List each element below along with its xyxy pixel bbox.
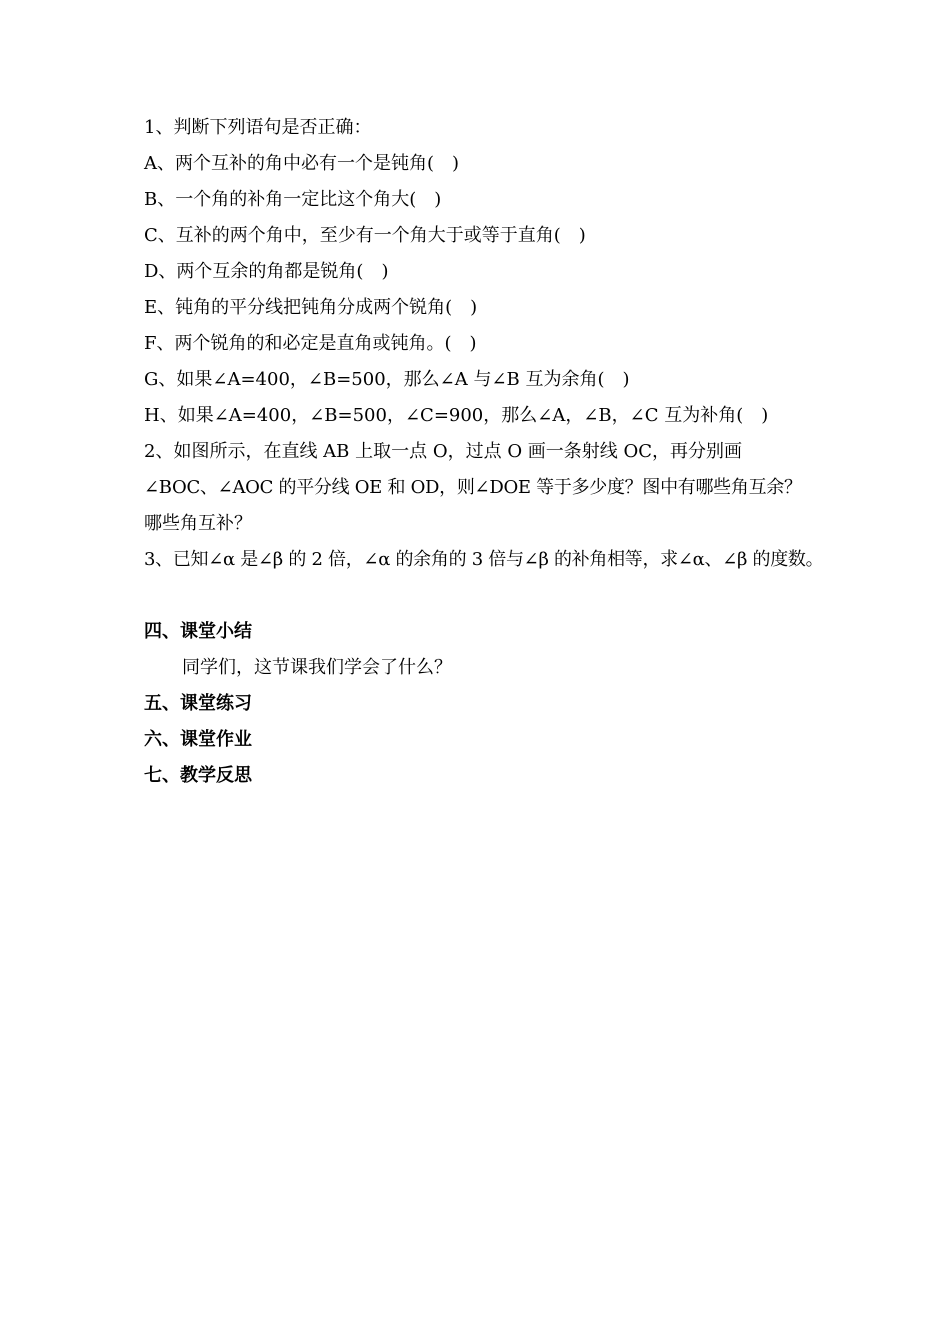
- summary-text: 同学们，这节课我们学会了什么？: [182, 657, 452, 678]
- question-1-item-c: C、互补的两个角中，至少有一个角大于或等于直角( ): [144, 225, 586, 246]
- homework-heading: 六、课堂作业: [144, 729, 252, 750]
- question-1-item-f: F、两个锐角的和必定是直角或钝角。( ): [144, 333, 477, 354]
- question-1-item-d: D、两个互余的角都是锐角( ): [144, 261, 389, 282]
- question-1-intro: 1、判断下列语句是否正确：: [144, 117, 372, 138]
- question-3: 3、已知∠α 是∠β 的 2 倍，∠α 的余角的 3 倍与∠β 的补角相等，求∠α、∠β 的度数。: [144, 549, 824, 570]
- document-content: [144, 110, 844, 794]
- practice-heading: 五、课堂练习: [144, 693, 252, 714]
- question-1-item-a: A、两个互补的角中必有一个是钝角( ): [144, 153, 460, 174]
- reflection-heading: 七、教学反思: [144, 765, 252, 786]
- summary-heading: 四、课堂小结: [144, 621, 252, 642]
- question-2-line-3: 哪些角互补？: [144, 513, 252, 534]
- question-1-item-g: G、如果∠A=400，∠B=500，那么∠A 与∠B 互为余角( ): [144, 369, 630, 390]
- section-spacer: [144, 578, 844, 614]
- question-1-item-h: H、如果∠A=400，∠B=500，∠C=900，那么∠A，∠B，∠C 互为补角( ): [144, 405, 769, 426]
- question-1-item-e: E、钝角的平分线把钝角分成两个锐角( ): [144, 297, 478, 318]
- question-2-line-2: ∠BOC、∠AOC 的平分线 OE 和 OD，则∠DOE 等于多少度？图中有哪些角互余？: [144, 477, 802, 498]
- question-1-item-b: B、一个角的补角一定比这个角大( ): [144, 189, 442, 210]
- question-2-line-1: 2、如图所示，在直线 AB 上取一点 O，过点 O 画一条射线 OC，再分别画: [144, 441, 743, 462]
